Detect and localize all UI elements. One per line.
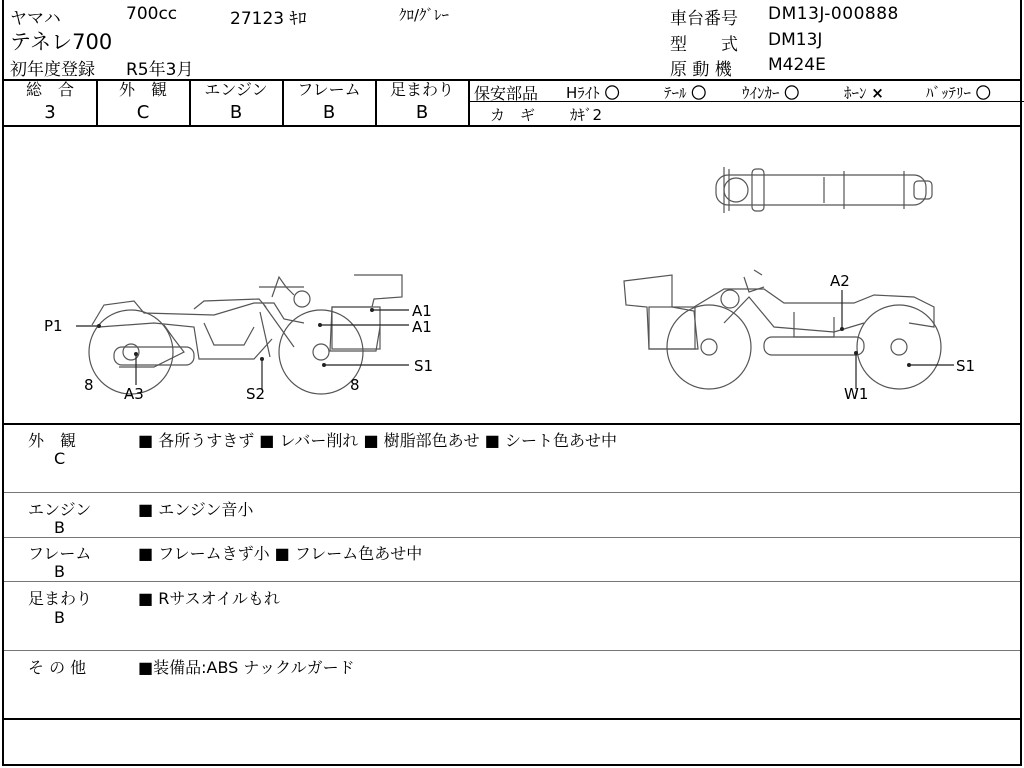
- section-other-title: そ の 他: [28, 658, 87, 677]
- bike-top-view: [716, 167, 932, 213]
- safety-winker: ｳｲﾝｶｰ 〇: [742, 84, 800, 102]
- safety-label: 保安部品: [474, 84, 539, 103]
- section-exterior-grade: C: [54, 449, 66, 468]
- callout-a3: A3: [124, 385, 144, 403]
- section-suspension-text: ■ Rサスオイルもれ: [138, 589, 280, 608]
- safety-horn: ﾎｰﾝ ×: [844, 84, 884, 102]
- callout-p1: P1: [44, 317, 63, 335]
- section-frame-text: ■ フレームきず小 ■ フレーム色あせ中: [138, 544, 423, 563]
- callout-8-right: 8: [350, 376, 360, 394]
- section-frame-title: フレーム: [28, 544, 92, 563]
- type-label: 型 式: [670, 35, 738, 55]
- key-value: ｶｷﾞ2: [570, 106, 603, 124]
- callout-w1: W1: [844, 385, 869, 403]
- callout-a2: A2: [830, 272, 850, 290]
- grade-suspension: 足まわり B: [389, 80, 454, 123]
- grade-exterior: 外 観 C: [118, 80, 167, 123]
- callout-8-left: 8: [84, 376, 94, 394]
- grade-overall: 総 合 3: [25, 80, 74, 123]
- safety-headlight: Hﾗｲﾄ 〇: [566, 84, 620, 102]
- section-suspension-grade: B: [54, 608, 65, 627]
- color: ｸﾛ/ｸﾞﾚｰ: [399, 6, 450, 24]
- first-registration-value: R5年3月: [126, 60, 194, 80]
- displacement: 700cc: [126, 4, 178, 24]
- callout-a1-top: A1: [412, 302, 432, 320]
- section-engine-text: ■ エンジン音小: [138, 500, 254, 519]
- grade-frame: フレーム B: [297, 80, 361, 123]
- section-exterior-title: 外 観: [28, 431, 77, 450]
- callout-a1-bottom: A1: [412, 318, 432, 336]
- callout-s2: S2: [246, 385, 266, 403]
- section-frame-grade: B: [54, 562, 65, 581]
- section-suspension-title: 足まわり: [28, 589, 93, 608]
- safety-battery: ﾊﾞｯﾃﾘｰ 〇: [926, 84, 991, 102]
- callout-leaders: [76, 290, 954, 389]
- callout-s1-left: S1: [414, 357, 434, 375]
- grade-engine: エンジン B: [204, 80, 268, 123]
- inspection-sheet: [2, 0, 1022, 766]
- damage-diagram: [4, 127, 1024, 423]
- safety-tail: ﾃｰﾙ 〇: [664, 84, 707, 102]
- type-value: DM13J: [768, 30, 823, 50]
- maker: ヤマハ: [10, 9, 61, 29]
- first-registration-label: 初年度登録: [10, 60, 95, 80]
- mileage: 27123 ｷﾛ: [230, 9, 307, 29]
- section-engine-grade: B: [54, 518, 65, 537]
- section-exterior-text: ■ 各所うすきず ■ レバー削れ ■ 樹脂部色あせ ■ シート色あせ中: [138, 431, 617, 450]
- bike-right-view: [624, 270, 941, 389]
- callout-s1-right: S1: [956, 357, 976, 375]
- engine-label: 原 動 機: [670, 60, 732, 80]
- chassis-value: DM13J-000888: [768, 4, 899, 24]
- model-name: テネレ700: [10, 30, 113, 54]
- key-label: カ ギ: [490, 106, 536, 124]
- section-engine-title: エンジン: [28, 500, 92, 519]
- engine-value: M424E: [768, 55, 826, 75]
- section-other-text: ■装備品:ABS ナックルガード: [138, 658, 355, 677]
- chassis-label: 車台番号: [670, 9, 738, 29]
